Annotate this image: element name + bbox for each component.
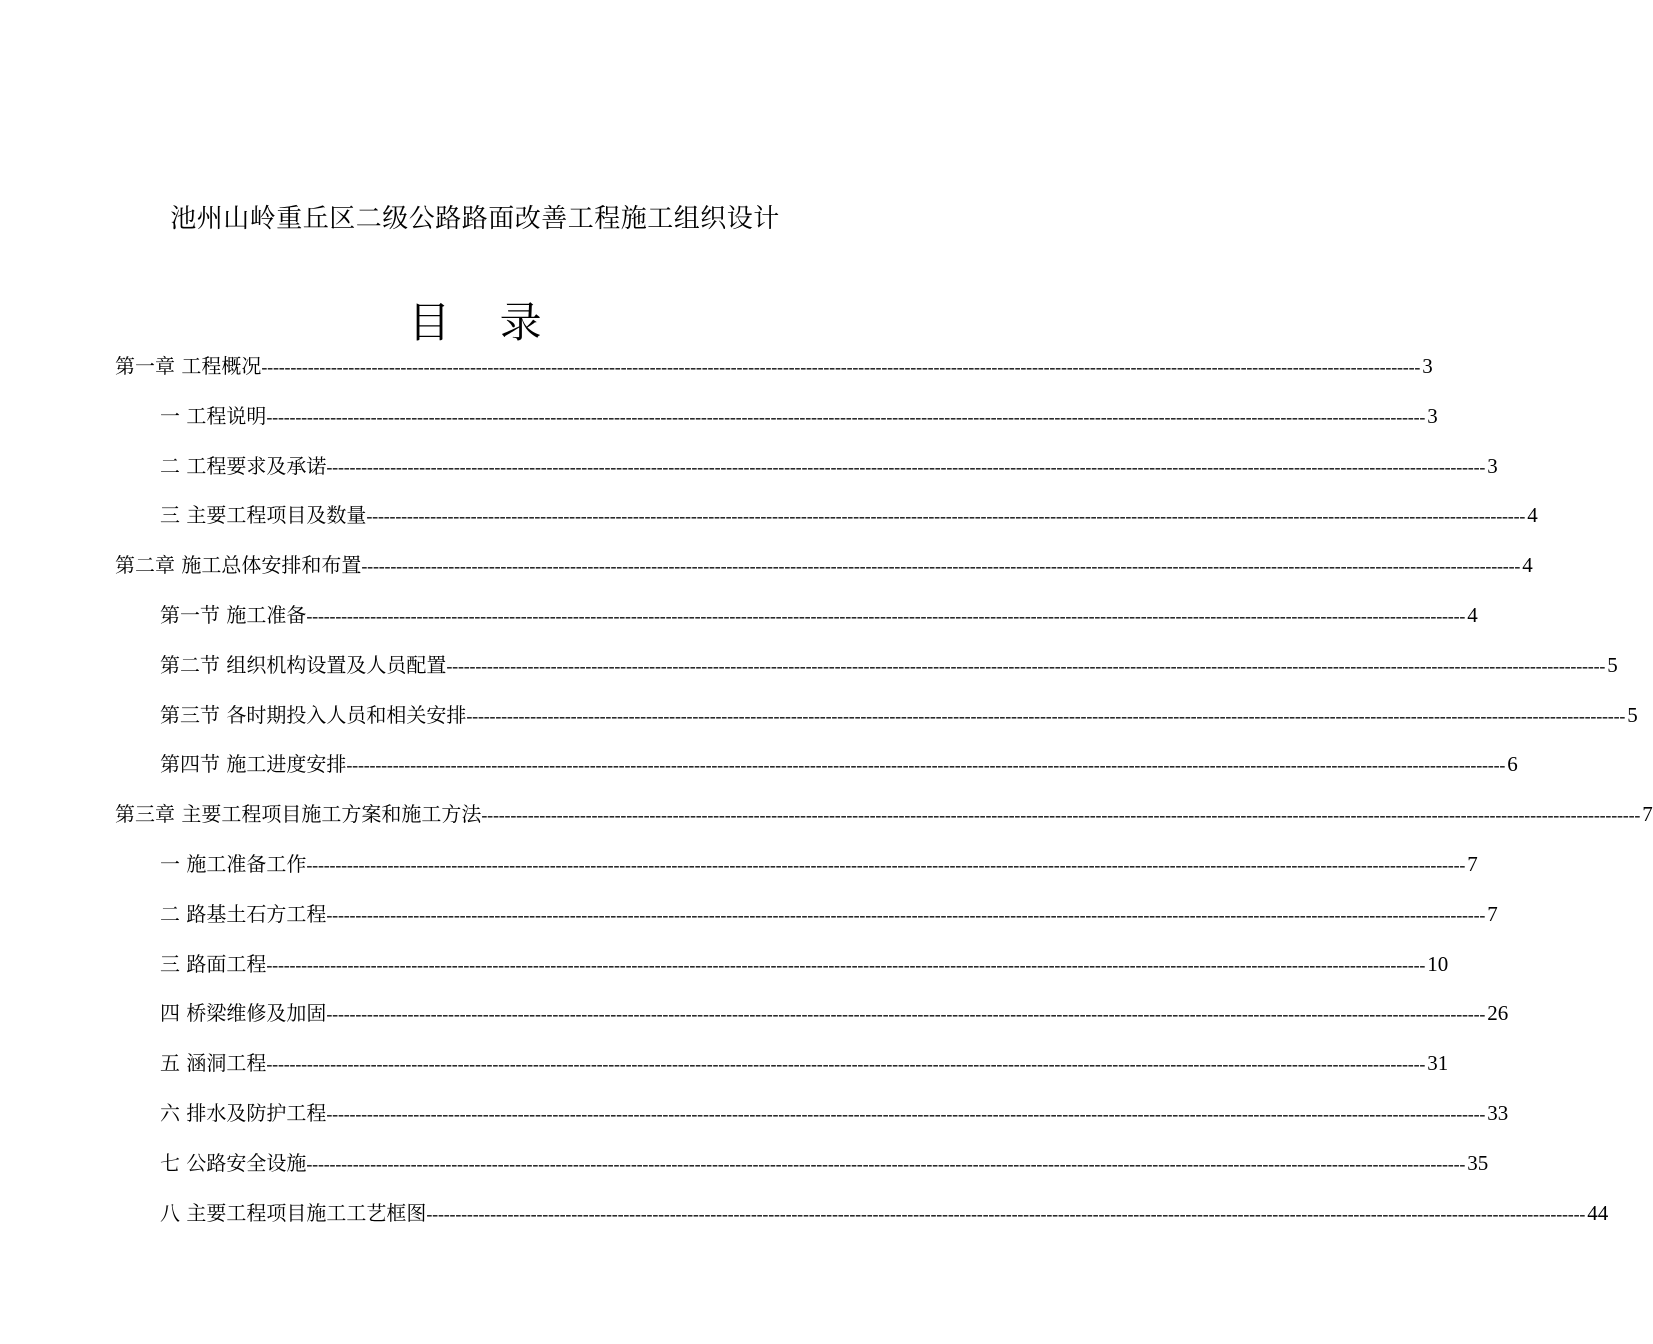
toc-entry-label: 第一章 工程概况 bbox=[115, 354, 262, 378]
toc-leader-dashes: -------------------------------------------------------------------------------------------------------------------------------------------------------------------------------------------------------- bbox=[481, 805, 1641, 826]
document-title: 池州山岭重丘区二级公路路面改善工程施工组织设计 bbox=[170, 204, 780, 234]
toc-entry[interactable] bbox=[160, 848, 1478, 884]
toc-entry-label: 第二章 施工总体安排和布置 bbox=[115, 553, 362, 578]
toc-entry-page-number: 5 bbox=[1607, 652, 1618, 677]
toc-entry-label: 第三章 主要工程项目施工方案和施工方法 bbox=[115, 802, 482, 827]
toc-entry[interactable] bbox=[115, 350, 1433, 386]
toc-entry[interactable] bbox=[160, 649, 1618, 685]
toc-leader-dashes: -------------------------------------------------------------------------------------------------------------------------------------------------------------------------------------------------------- bbox=[306, 606, 1466, 626]
toc-leader-dashes: -------------------------------------------------------------------------------------------------------------------------------------------------------------------------------------------------------- bbox=[326, 1004, 1486, 1025]
toc-entry-label: 第四节 施工进度安排 bbox=[160, 752, 347, 777]
toc-entry[interactable] bbox=[160, 1197, 1609, 1233]
toc-leader-dashes: -------------------------------------------------------------------------------------------------------------------------------------------------------------------------------------------------------- bbox=[466, 705, 1626, 726]
toc-entry[interactable] bbox=[115, 798, 1653, 834]
toc-entry-page-number: 33 bbox=[1487, 1101, 1509, 1125]
toc-entry-page-number: 7 bbox=[1467, 852, 1478, 876]
toc-heading: 目 录 bbox=[408, 298, 560, 347]
toc-leader-dashes: -------------------------------------------------------------------------------------------------------------------------------------------------------------------------------------------------------- bbox=[326, 1104, 1486, 1124]
toc-entry[interactable] bbox=[160, 1097, 1509, 1133]
toc-entry-page-number: 4 bbox=[1527, 503, 1538, 528]
toc-leader-dashes: -------------------------------------------------------------------------------------------------------------------------------------------------------------------------------------------------------- bbox=[266, 954, 1426, 975]
toc-entry-label: 三 主要工程项目及数量 bbox=[160, 503, 367, 528]
toc-entry-page-number: 35 bbox=[1467, 1150, 1489, 1175]
toc-entry-page-number: 4 bbox=[1522, 553, 1533, 578]
toc-leader-dashes: -------------------------------------------------------------------------------------------------------------------------------------------------------------------------------------------------------- bbox=[261, 357, 1421, 377]
toc-entry-label: 一 工程说明 bbox=[160, 403, 267, 428]
toc-leader-dashes: -------------------------------------------------------------------------------------------------------------------------------------------------------------------------------------------------------- bbox=[346, 755, 1506, 776]
toc-entry-page-number: 7 bbox=[1642, 802, 1653, 827]
toc-entry[interactable] bbox=[160, 699, 1638, 735]
toc-entry[interactable] bbox=[160, 1147, 1489, 1183]
toc-entry[interactable] bbox=[115, 549, 1533, 585]
toc-leader-dashes: -------------------------------------------------------------------------------------------------------------------------------------------------------------------------------------------------------- bbox=[306, 1153, 1466, 1174]
toc-leader-dashes: -------------------------------------------------------------------------------------------------------------------------------------------------------------------------------------------------------- bbox=[361, 556, 1521, 577]
toc-entry-page-number: 3 bbox=[1487, 453, 1498, 478]
toc-entry-page-number: 4 bbox=[1467, 603, 1478, 627]
toc-entry-page-number: 3 bbox=[1427, 403, 1438, 428]
toc-entry-label: 第一节 施工准备 bbox=[160, 603, 307, 627]
toc-leader-dashes: -------------------------------------------------------------------------------------------------------------------------------------------------------------------------------------------------------- bbox=[266, 1054, 1426, 1075]
toc-entry-page-number: 5 bbox=[1627, 702, 1638, 727]
toc-entry-label: 三 路面工程 bbox=[160, 951, 267, 976]
toc-entry[interactable] bbox=[160, 400, 1438, 436]
toc-entry-page-number: 3 bbox=[1422, 354, 1433, 378]
toc-entry-label: 一 施工准备工作 bbox=[160, 852, 307, 876]
toc-leader-dashes: -------------------------------------------------------------------------------------------------------------------------------------------------------------------------------------------------------- bbox=[326, 904, 1486, 925]
toc-entry-label: 二 路基土石方工程 bbox=[160, 901, 327, 926]
toc-entry[interactable] bbox=[160, 898, 1498, 934]
toc-leader-dashes: -------------------------------------------------------------------------------------------------------------------------------------------------------------------------------------------------------- bbox=[306, 855, 1466, 875]
toc-entry-page-number: 6 bbox=[1507, 752, 1518, 777]
toc-entry[interactable] bbox=[160, 997, 1509, 1033]
toc-entry[interactable] bbox=[160, 748, 1518, 784]
toc-entry[interactable] bbox=[160, 599, 1478, 635]
toc-entry-page-number: 7 bbox=[1487, 901, 1498, 926]
toc-entry-label: 六 排水及防护工程 bbox=[160, 1101, 327, 1125]
toc-entry-label: 第二节 组织机构设置及人员配置 bbox=[160, 652, 447, 677]
toc-entry-page-number: 31 bbox=[1427, 1051, 1449, 1076]
toc-entry[interactable] bbox=[160, 1047, 1449, 1083]
toc-leader-dashes: -------------------------------------------------------------------------------------------------------------------------------------------------------------------------------------------------------- bbox=[446, 655, 1606, 676]
toc-leader-dashes: -------------------------------------------------------------------------------------------------------------------------------------------------------------------------------------------------------- bbox=[366, 506, 1526, 527]
toc-entry-label: 五 涵洞工程 bbox=[160, 1051, 267, 1076]
toc-entry-label: 八 主要工程项目施工工艺框图 bbox=[160, 1200, 427, 1225]
toc-entry-label: 第三节 各时期投入人员和相关安排 bbox=[160, 702, 467, 727]
toc-leader-dashes: -------------------------------------------------------------------------------------------------------------------------------------------------------------------------------------------------------- bbox=[426, 1203, 1586, 1224]
toc-entry-page-number: 44 bbox=[1587, 1200, 1609, 1225]
toc-leader-dashes: -------------------------------------------------------------------------------------------------------------------------------------------------------------------------------------------------------- bbox=[326, 456, 1486, 477]
toc-entry[interactable] bbox=[160, 499, 1538, 535]
toc-entry[interactable] bbox=[160, 948, 1449, 984]
toc-entry-page-number: 10 bbox=[1427, 951, 1449, 976]
toc-entry-label: 二 工程要求及承诺 bbox=[160, 453, 327, 478]
toc-entry-label: 七 公路安全设施 bbox=[160, 1150, 307, 1175]
toc-leader-dashes: -------------------------------------------------------------------------------------------------------------------------------------------------------------------------------------------------------- bbox=[266, 406, 1426, 427]
toc-entry-page-number: 26 bbox=[1487, 1001, 1509, 1026]
toc-entry-label: 四 桥梁维修及加固 bbox=[160, 1001, 327, 1026]
toc-entry[interactable] bbox=[160, 450, 1498, 486]
